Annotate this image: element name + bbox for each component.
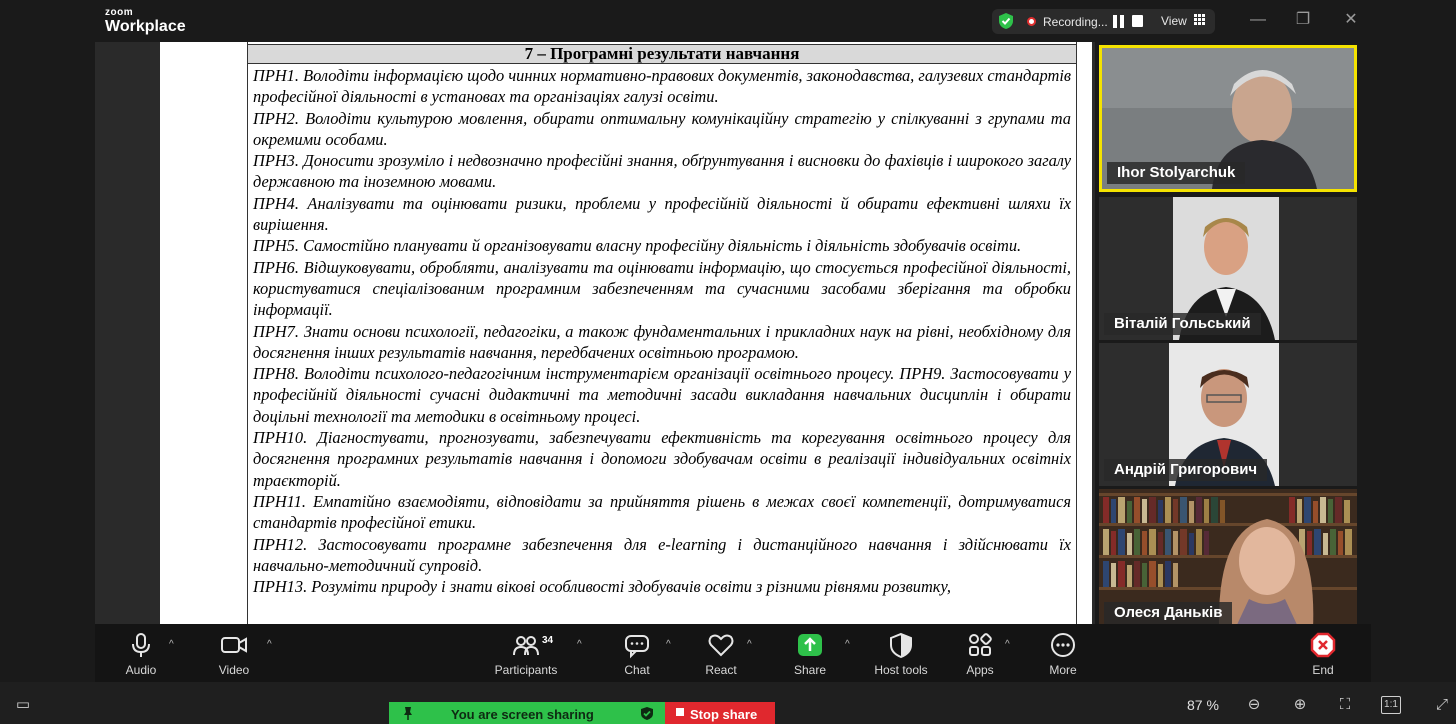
participants-count-badge: 34: [542, 635, 554, 646]
participants-icon: [511, 631, 541, 659]
screen-sharing-label: You are screen sharing: [451, 707, 594, 722]
participant-name: Олеся Даньків: [1104, 602, 1232, 624]
apps-icon: [966, 631, 994, 659]
host-tools-shield-icon: [888, 631, 914, 659]
stop-share-label: Stop share: [690, 707, 758, 722]
grid-view-icon[interactable]: [1194, 14, 1205, 25]
participants-label: Participants: [494, 663, 558, 677]
document-body: [253, 65, 1071, 597]
document-paragraph: ПРН1. Володіти інформацією щодо чинних нормативно-правових документів, законодавства, галузевих стандартів професійної діяльності в установах та організаціях галузі освіти.: [253, 66, 1071, 107]
actual-size-icon[interactable]: 1:1: [1381, 696, 1401, 714]
audio-label: Audio: [125, 663, 157, 677]
more-label: More: [1049, 663, 1077, 677]
stop-share-button[interactable]: [665, 702, 775, 724]
pin-icon: [403, 706, 413, 720]
document-paragraph: ПРН12. Застосовувати програмне забезпечення для e-learning і дистанційного навчання і здійснювати їх навчально-методичний супровід.: [253, 534, 1071, 575]
zoom-in-icon[interactable]: ⊕: [1293, 696, 1307, 713]
apps-options-chevron-icon[interactable]: ^: [1005, 639, 1010, 650]
end-meeting-icon: [1309, 631, 1337, 659]
brand-small: zoom: [105, 7, 134, 18]
document-paragraph: ПРН7. Знати основи психології, педагогіки, а також фундаментальних і прикладних наук на рівні, необхідному для досягнення інших результатів навчання, передбачених освітньою програмою.: [253, 321, 1071, 362]
zoom-level: 87 %: [1187, 697, 1219, 713]
document-section-title: 7 – Програмні результати навчання: [248, 44, 1076, 64]
apps-label: Apps: [966, 663, 994, 677]
chat-options-chevron-icon[interactable]: ^: [666, 639, 671, 650]
restore-button[interactable]: ❐: [1295, 11, 1311, 28]
video-options-chevron-icon[interactable]: ^: [267, 639, 272, 650]
video-label: Video: [218, 663, 250, 677]
share-screen-icon: [796, 631, 824, 659]
stop-icon: [676, 708, 684, 716]
participant-tile-active-speaker[interactable]: [1099, 45, 1357, 192]
document-table: [247, 42, 1077, 624]
zoom-logo: [105, 8, 186, 36]
encryption-shield-icon[interactable]: [998, 12, 1014, 30]
view-button[interactable]: View: [1161, 14, 1187, 28]
more-button[interactable]: [1039, 631, 1087, 677]
recording-dot-icon: [1027, 17, 1036, 26]
participant-tile[interactable]: [1099, 197, 1357, 340]
chat-label: Chat: [624, 663, 650, 677]
document-paragraph: ПРН2. Володіти культурою мовлення, обирати оптимальну комунікаційну стратегію у спілкуванні з групами та окремими особами.: [253, 108, 1071, 149]
document-paragraph: ПРН3. Доносити зрозуміло і недвозначно професійні знання, обґрунтування і висновки до фахівців і широкого загалу державною та іноземною мовами.: [253, 151, 1071, 192]
participant-name: Андрій Григорович: [1104, 459, 1267, 481]
participant-name: Ihor Stolyarchuk: [1107, 162, 1245, 184]
audio-button[interactable]: [117, 631, 165, 677]
participant-tile[interactable]: [1099, 489, 1357, 629]
heart-icon: [707, 631, 735, 659]
audio-options-chevron-icon[interactable]: ^: [169, 639, 174, 650]
participant-tile[interactable]: [1099, 343, 1357, 486]
chat-button[interactable]: [613, 631, 661, 677]
share-options-chevron-icon[interactable]: ^: [845, 639, 850, 650]
host-tools-label: Host tools: [874, 663, 928, 677]
fit-to-window-icon[interactable]: ⛶: [1339, 696, 1351, 713]
document-paragraph: ПРН13. Розуміти природу і знати вікові особливості здобувачів освіти з різними рівнями розвитку,: [253, 577, 952, 597]
title-bar: [0, 0, 1456, 42]
captions-icon[interactable]: ▭: [15, 696, 31, 713]
react-label: React: [705, 663, 737, 677]
security-shield-icon: [640, 706, 654, 721]
recording-label: Recording...: [1043, 15, 1108, 29]
end-meeting-button[interactable]: [1299, 631, 1347, 677]
document-paragraph: ПРН11. Емпатійно взаємодіяти, відповідати за прийняття рішень в межах своєї компетенції, дотримуватися стандартів професійної етики.: [253, 491, 1071, 533]
expand-icon[interactable]: ⤢: [1435, 696, 1448, 713]
brand-large: Workplace: [105, 18, 186, 35]
document-paragraph: ПРН10. Діагностувати, прогнозувати, забезпечувати ефективність та корегування освітнього процесу для досягнення програмних результатів навчання і допомоги здобувачам освіти в реалізації індивідуальних освітніх траєкторій.: [253, 428, 1071, 490]
document-paragraph: ПРН8. Володіти психолого-педагогічним інструментарієм організації освітнього процесу. ПРН9. Застосовувати у професійній діяльності сучасні дидактичні та методичні засади викладання навчальних дисциплін і обирати доцільні технології та методики в освітньому процесі.: [253, 364, 1071, 426]
document-paragraph: ПРН4. Аналізувати та оцінювати ризики, проблеми у професійній діяльності й обирати ефективні шляхи їх вирішення.: [253, 193, 1071, 235]
pause-recording-icon[interactable]: [1113, 15, 1125, 28]
react-options-chevron-icon[interactable]: ^: [747, 639, 752, 650]
participant-name: Віталій Гольський: [1104, 313, 1261, 335]
apps-button[interactable]: [956, 631, 1004, 677]
host-tools-button[interactable]: [866, 631, 936, 677]
shared-document-page: [160, 42, 1092, 624]
stop-recording-icon[interactable]: [1132, 15, 1143, 27]
share-label: Share: [793, 663, 827, 677]
video-camera-icon: [220, 631, 248, 659]
react-button[interactable]: [697, 631, 745, 677]
document-paragraph: ПРН6. Відшуковувати, обробляти, аналізувати та оцінювати інформацію, що стосується професійної діяльності, користуватися спеціалізованим програмним забезпеченням та сучасними засобами зберігання та обробки інформації.: [253, 257, 1071, 320]
video-button[interactable]: [210, 631, 258, 677]
document-paragraph: ПРН5. Самостійно планувати й організовувати власну професійну діяльність і діяльність здобувачів освіти.: [253, 236, 1022, 256]
microphone-icon: [130, 631, 152, 659]
more-icon: [1049, 631, 1077, 659]
close-window-button[interactable]: ✕: [1344, 11, 1358, 28]
screen-sharing-banner[interactable]: [389, 702, 665, 724]
participants-options-chevron-icon[interactable]: ^: [577, 639, 582, 650]
minimize-button[interactable]: —: [1250, 11, 1266, 28]
zoom-out-icon[interactable]: ⊖: [1247, 696, 1261, 713]
chat-icon: [623, 631, 651, 659]
share-button[interactable]: [786, 631, 834, 677]
end-label: End: [1312, 663, 1334, 677]
